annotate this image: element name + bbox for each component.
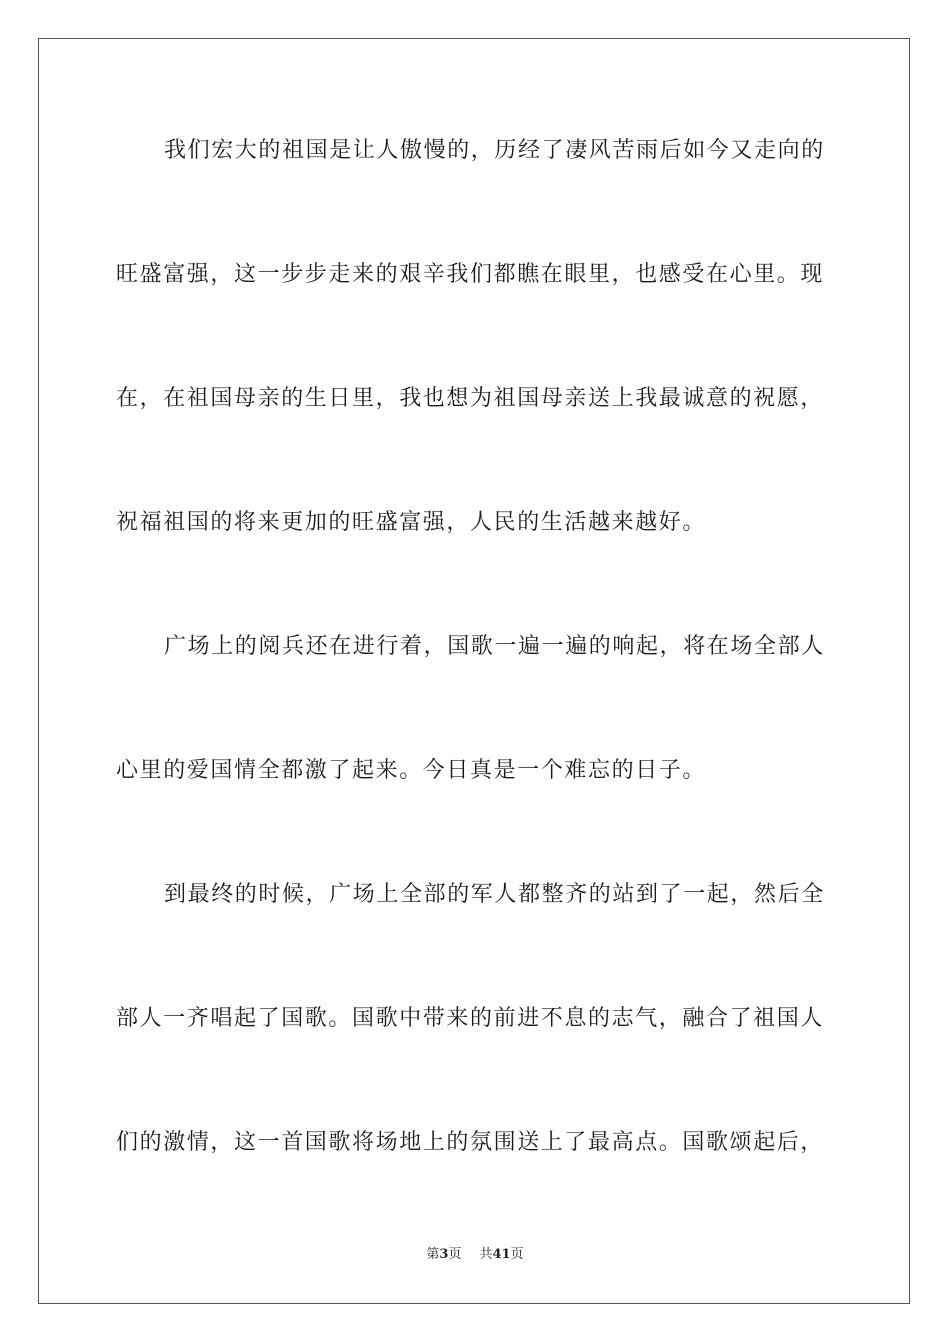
- total-prefix: 共: [479, 1247, 493, 1262]
- paragraph-3-line-3: 们的激情，这一首国歌将场地上的氛围送上了最高点。国歌颂起后，: [116, 1130, 825, 1155]
- paragraph-3-line-1: 到最终的时候，广场上全部的军人都整齐的站到了一起，然后全: [164, 882, 825, 907]
- paragraph-1-line-1: 我们宏大的祖国是让人傲慢的，历经了凄风苦雨后如今又走向的: [164, 138, 825, 163]
- page-footer: [0, 1246, 950, 1264]
- paragraph-2-line-1: 广场上的阅兵还在进行着，国歌一遍一遍的响起，将在场全部人: [164, 634, 825, 659]
- total-suffix: 页: [510, 1247, 524, 1262]
- paragraph-1-line-4: 祝福祖国的将来更加的旺盛富强，人民的生活越来越好。: [116, 510, 707, 535]
- paragraph-1-line-2: 旺盛富强，这一步步走来的艰辛我们都瞧在眼里，也感受在心里。现: [116, 262, 825, 287]
- page-suffix: 页: [448, 1247, 462, 1262]
- page-border: [38, 38, 910, 1304]
- page-number: 3: [439, 1247, 449, 1262]
- paragraph-3-line-2: 部人一齐唱起了国歌。国歌中带来的前进不息的志气，融合了祖国人: [116, 1006, 825, 1031]
- page-prefix: 第: [426, 1247, 440, 1262]
- paragraph-1-line-3: 在，在祖国母亲的生日里，我也想为祖国母亲送上我最诚意的祝愿，: [116, 386, 825, 411]
- paragraph-2-line-2: 心里的爱国情全都激了起来。今日真是一个难忘的日子。: [116, 758, 707, 783]
- total-pages: 41: [492, 1247, 511, 1262]
